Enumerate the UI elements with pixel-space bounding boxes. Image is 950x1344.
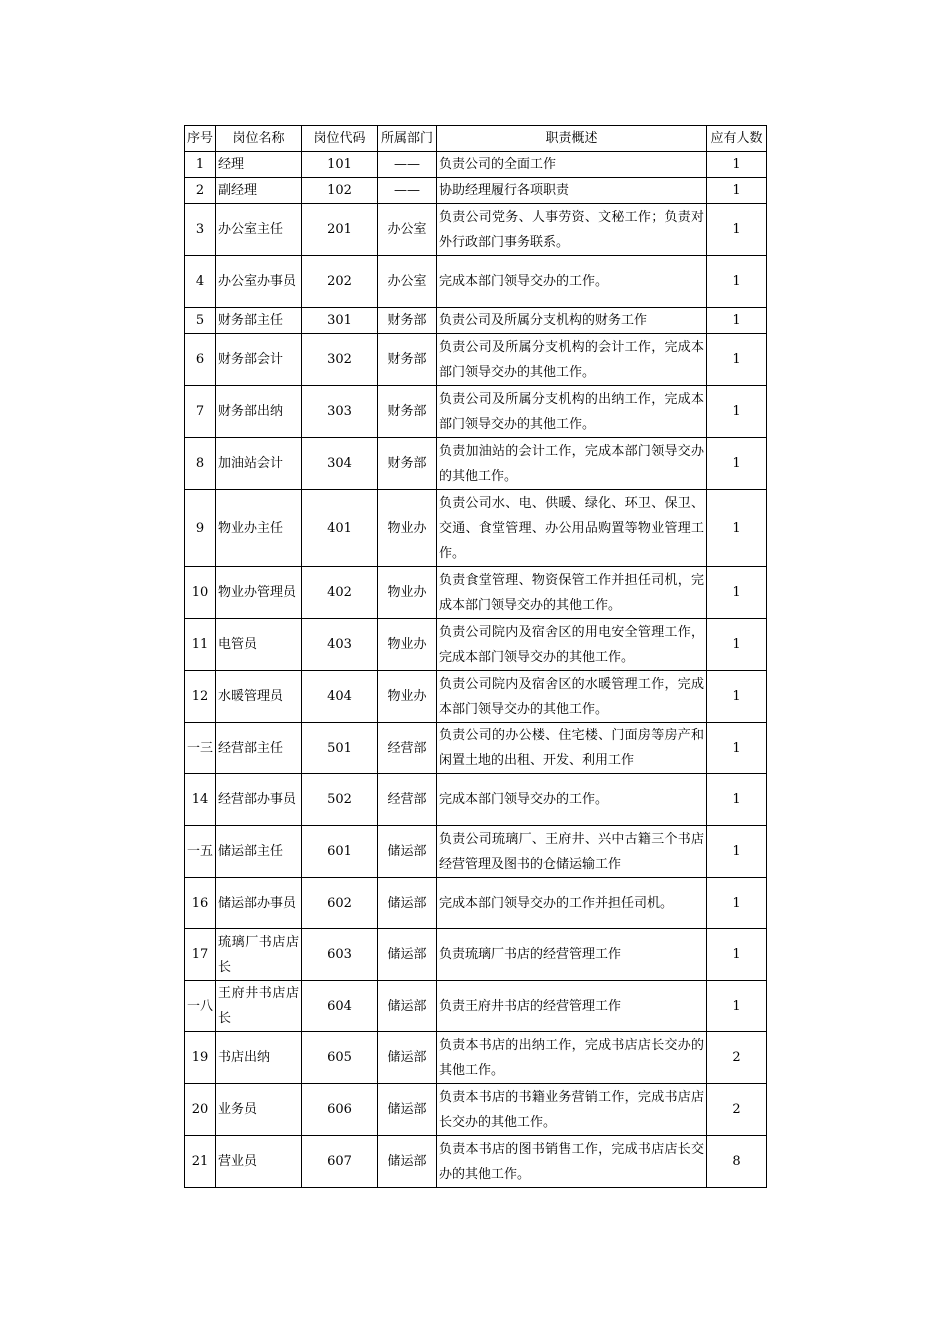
table-row <box>185 619 767 671</box>
cell-count: 1 <box>707 308 767 334</box>
cell-code: 605 <box>302 1032 378 1084</box>
cell-dept: —— <box>378 178 437 204</box>
header-dept: 所属部门 <box>378 126 437 152</box>
table-row <box>185 308 767 334</box>
cell-no: 6 <box>185 334 216 386</box>
table-row <box>185 723 767 774</box>
cell-no: 19 <box>185 1032 216 1084</box>
cell-duty: 负责食堂管理、物资保管工作并担任司机，完成本部门领导交办的其他工作。 <box>437 567 707 619</box>
cell-count: 2 <box>707 1084 767 1136</box>
cell-name: 业务员 <box>216 1084 302 1136</box>
table-row <box>185 204 767 256</box>
table-row <box>185 774 767 826</box>
cell-duty: 负责琉璃厂书店的经营管理工作 <box>437 929 707 981</box>
cell-duty: 负责公司及所属分支机构的会计工作，完成本部门领导交办的其他工作。 <box>437 334 707 386</box>
cell-code: 501 <box>302 723 378 774</box>
cell-duty: 负责本书店的图书销售工作，完成书店店长交办的其他工作。 <box>437 1136 707 1188</box>
table-row <box>185 152 767 178</box>
cell-dept: 物业办 <box>378 490 437 567</box>
cell-count: 1 <box>707 256 767 308</box>
cell-name: 财务部主任 <box>216 308 302 334</box>
cell-no: 14 <box>185 774 216 826</box>
cell-code: 403 <box>302 619 378 671</box>
cell-dept: 财务部 <box>378 308 437 334</box>
cell-count: 8 <box>707 1136 767 1188</box>
header-duty: 职责概述 <box>437 126 707 152</box>
cell-code: 402 <box>302 567 378 619</box>
cell-code: 301 <box>302 308 378 334</box>
cell-duty: 负责公司院内及宿舍区的水暖管理工作，完成本部门领导交办的其他工作。 <box>437 671 707 723</box>
cell-dept: 经营部 <box>378 774 437 826</box>
cell-count: 1 <box>707 152 767 178</box>
cell-count: 1 <box>707 178 767 204</box>
cell-duty: 负责公司及所属分支机构的财务工作 <box>437 308 707 334</box>
cell-dept: 财务部 <box>378 438 437 490</box>
cell-dept: 经营部 <box>378 723 437 774</box>
cell-name: 书店出纳 <box>216 1032 302 1084</box>
cell-count: 1 <box>707 723 767 774</box>
cell-no: 8 <box>185 438 216 490</box>
cell-code: 502 <box>302 774 378 826</box>
cell-count: 1 <box>707 386 767 438</box>
cell-name: 加油站会计 <box>216 438 302 490</box>
cell-name: 水暖管理员 <box>216 671 302 723</box>
cell-code: 604 <box>302 981 378 1032</box>
cell-duty: 协助经理履行各项职责 <box>437 178 707 204</box>
cell-name: 储运部主任 <box>216 826 302 878</box>
cell-no: 17 <box>185 929 216 981</box>
table-row <box>185 1032 767 1084</box>
cell-dept: 储运部 <box>378 981 437 1032</box>
cell-duty: 负责本书店的书籍业务营销工作，完成书店店长交办的其他工作。 <box>437 1084 707 1136</box>
cell-name: 王府井书店店长 <box>216 981 302 1032</box>
cell-duty: 负责公司琉璃厂、王府井、兴中古籍三个书店经营管理及图书的仓储运输工作 <box>437 826 707 878</box>
cell-code: 303 <box>302 386 378 438</box>
cell-code: 102 <box>302 178 378 204</box>
header-code: 岗位代码 <box>302 126 378 152</box>
cell-duty: 负责王府井书店的经营管理工作 <box>437 981 707 1032</box>
cell-no: 9 <box>185 490 216 567</box>
cell-no: 21 <box>185 1136 216 1188</box>
cell-name: 电管员 <box>216 619 302 671</box>
cell-code: 304 <box>302 438 378 490</box>
cell-no: 4 <box>185 256 216 308</box>
table-row <box>185 981 767 1032</box>
cell-count: 1 <box>707 774 767 826</box>
cell-dept: 办公室 <box>378 204 437 256</box>
cell-name: 财务部会计 <box>216 334 302 386</box>
cell-code: 302 <box>302 334 378 386</box>
cell-count: 1 <box>707 334 767 386</box>
table-row <box>185 826 767 878</box>
cell-code: 202 <box>302 256 378 308</box>
header-row <box>185 126 767 152</box>
table-row <box>185 1136 767 1188</box>
cell-code: 603 <box>302 929 378 981</box>
cell-count: 1 <box>707 619 767 671</box>
cell-count: 1 <box>707 878 767 929</box>
cell-dept: 储运部 <box>378 929 437 981</box>
cell-duty: 负责加油站的会计工作，完成本部门领导交办的其他工作。 <box>437 438 707 490</box>
cell-duty: 负责本书店的出纳工作，完成书店店长交办的其他工作。 <box>437 1032 707 1084</box>
table-row <box>185 334 767 386</box>
header-name: 岗位名称 <box>216 126 302 152</box>
cell-duty: 负责公司的办公楼、住宅楼、门面房等房产和闲置土地的出租、开发、利用工作 <box>437 723 707 774</box>
cell-duty: 完成本部门领导交办的工作。 <box>437 256 707 308</box>
table-row <box>185 438 767 490</box>
cell-no: 11 <box>185 619 216 671</box>
cell-code: 607 <box>302 1136 378 1188</box>
table-row <box>185 1084 767 1136</box>
table-row <box>185 929 767 981</box>
cell-name: 经营部办事员 <box>216 774 302 826</box>
cell-duty: 负责公司党务、人事劳资、文秘工作；负责对外行政部门事务联系。 <box>437 204 707 256</box>
cell-no: 一五 <box>185 826 216 878</box>
cell-dept: 储运部 <box>378 878 437 929</box>
cell-code: 201 <box>302 204 378 256</box>
cell-dept: 储运部 <box>378 1136 437 1188</box>
cell-name: 办公室办事员 <box>216 256 302 308</box>
cell-count: 1 <box>707 826 767 878</box>
cell-dept: 财务部 <box>378 334 437 386</box>
cell-no: 7 <box>185 386 216 438</box>
cell-count: 1 <box>707 438 767 490</box>
cell-dept: 物业办 <box>378 619 437 671</box>
cell-duty: 完成本部门领导交办的工作并担任司机。 <box>437 878 707 929</box>
cell-dept: 财务部 <box>378 386 437 438</box>
table-row <box>185 256 767 308</box>
cell-dept: 物业办 <box>378 567 437 619</box>
cell-no: 一三 <box>185 723 216 774</box>
cell-no: 16 <box>185 878 216 929</box>
cell-duty: 负责公司院内及宿舍区的用电安全管理工作，完成本部门领导交办的其他工作。 <box>437 619 707 671</box>
cell-duty: 负责公司及所属分支机构的出纳工作，完成本部门领导交办的其他工作。 <box>437 386 707 438</box>
cell-count: 1 <box>707 929 767 981</box>
cell-name: 财务部出纳 <box>216 386 302 438</box>
cell-no: 12 <box>185 671 216 723</box>
cell-no: 3 <box>185 204 216 256</box>
cell-no: 10 <box>185 567 216 619</box>
cell-duty: 完成本部门领导交办的工作。 <box>437 774 707 826</box>
cell-dept: 储运部 <box>378 1032 437 1084</box>
cell-no: 5 <box>185 308 216 334</box>
cell-code: 401 <box>302 490 378 567</box>
cell-no: 2 <box>185 178 216 204</box>
cell-count: 1 <box>707 671 767 723</box>
cell-no: 20 <box>185 1084 216 1136</box>
cell-code: 101 <box>302 152 378 178</box>
cell-code: 404 <box>302 671 378 723</box>
cell-dept: —— <box>378 152 437 178</box>
table-row <box>185 178 767 204</box>
cell-name: 储运部办事员 <box>216 878 302 929</box>
cell-count: 1 <box>707 567 767 619</box>
position-table <box>184 125 767 1188</box>
cell-code: 602 <box>302 878 378 929</box>
cell-name: 经营部主任 <box>216 723 302 774</box>
cell-count: 1 <box>707 490 767 567</box>
cell-name: 办公室主任 <box>216 204 302 256</box>
cell-code: 601 <box>302 826 378 878</box>
cell-count: 1 <box>707 981 767 1032</box>
cell-name: 物业办主任 <box>216 490 302 567</box>
cell-duty: 负责公司的全面工作 <box>437 152 707 178</box>
cell-name: 营业员 <box>216 1136 302 1188</box>
header-count: 应有人数 <box>707 126 767 152</box>
cell-no: 1 <box>185 152 216 178</box>
cell-duty: 负责公司水、电、供暖、绿化、环卫、保卫、交通、食堂管理、办公用品购置等物业管理工作。 <box>437 490 707 567</box>
table-row <box>185 386 767 438</box>
cell-name: 琉璃厂书店店长 <box>216 929 302 981</box>
header-no: 序号 <box>185 126 216 152</box>
cell-dept: 物业办 <box>378 671 437 723</box>
table-row <box>185 671 767 723</box>
table-row <box>185 490 767 567</box>
table-body <box>185 152 767 1188</box>
cell-code: 606 <box>302 1084 378 1136</box>
cell-name: 副经理 <box>216 178 302 204</box>
cell-count: 1 <box>707 204 767 256</box>
cell-no: 一八 <box>185 981 216 1032</box>
table-row <box>185 567 767 619</box>
cell-name: 物业办管理员 <box>216 567 302 619</box>
cell-dept: 储运部 <box>378 1084 437 1136</box>
cell-count: 2 <box>707 1032 767 1084</box>
cell-dept: 储运部 <box>378 826 437 878</box>
cell-dept: 办公室 <box>378 256 437 308</box>
cell-name: 经理 <box>216 152 302 178</box>
table-row <box>185 878 767 929</box>
